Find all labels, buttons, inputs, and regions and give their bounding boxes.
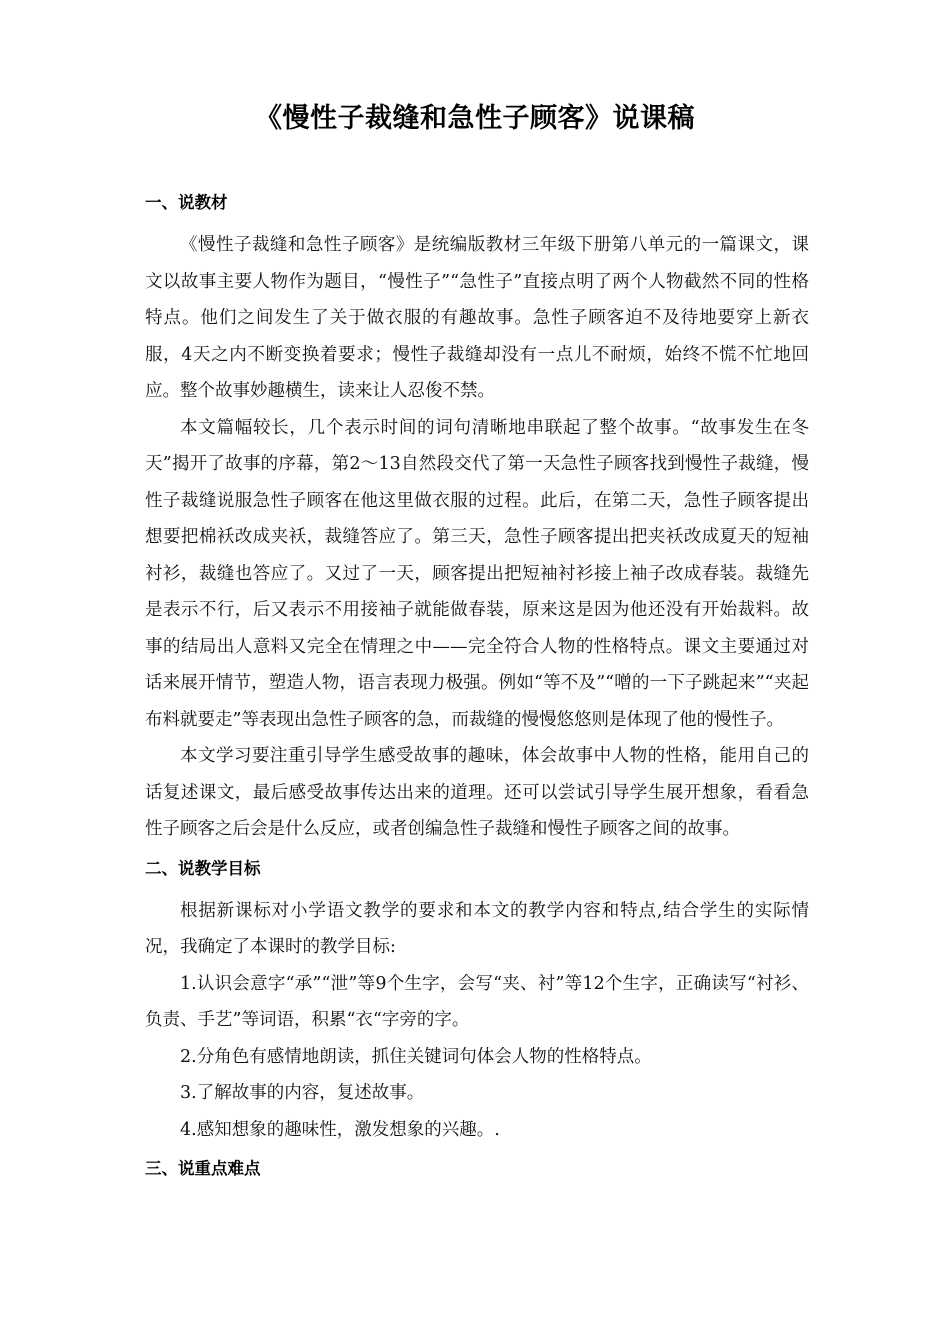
- paragraph-story-structure: 本文篇幅较长，几个表示时间的词句清晰地串联起了整个故事。“故事发生在冬天”揭开了故事的序幕，第2～13自然段交代了第一天急性子顾客找到慢性子裁缝，慢性子裁缝说服急性子顾客在他这里做衣服的过程。此后，在第二天，急性子顾客提出想要把棉袄改成夹袄，裁缝答应了。第三天，急性子顾客提出把夹袄改成夏天的短袖衬衫，裁缝也答应了。又过了一天，顾客提出把短袖衬衫接上袖子改成春装。裁缝先是表示不行，后又表示不用接袖子就能做春装，原来这是因为他还没有开始裁料。故事的结局出人意料又完全在情理之中——完全符合人物的性格特点。课文主要通过对话来展开情节，塑造人物，语言表现力极强。例如“等不及”“噌的一下子跳起来”“夹起布料就要走”等表现出急性子顾客的急，而裁缝的慢慢悠悠则是体现了他的慢性子。: [145, 417, 809, 730]
- section-heading-key-points: 三、说重点难点: [145, 1159, 261, 1178]
- paragraph-textbook-overview: 《慢性子裁缝和急性子顾客》是统编版教材三年级下册第八单元的一篇课文，课文以故事主要人物作为题目，“慢性子”“急性子”直接点明了两个人物截然不同的性格特点。他们之间发生了关于做衣服的有趣故事。急性子顾客迫不及待地要穿上新衣服，4天之内不断变换着要求；慢性子裁缝却没有一点儿不耐烦，始终不慌不忙地回应。整个故事妙趣横生，读来让人忍俊不禁。: [145, 235, 809, 401]
- section-heading-teaching-goals: 二、说教学目标: [145, 858, 261, 878]
- document-title: 《慢性子裁缝和急性子顾客》说课稿: [255, 103, 695, 134]
- paragraph-goals-intro: 根据新课标对小学语文教学的要求和本文的教学内容和特点,结合学生的实际情况，我确定了本课时的教学目标:: [145, 900, 809, 957]
- section-heading-textbook: 一、说教材: [145, 193, 228, 212]
- goal-item-2: 2.分角色有感情地朗读，抓住关键词句体会人物的性格特点。: [180, 1046, 652, 1067]
- section-textbook: [145, 192, 809, 848]
- document-body: [145, 192, 809, 1180]
- section-teaching-goals: [145, 858, 809, 1149]
- paragraph-learning-focus: 本文学习要注重引导学生感受故事的趣味，体会故事中人物的性格，能用自己的话复述课文，最后感受故事传达出来的道理。还可以尝试引导学生展开想象，看看急性子顾客之后会是什么反应，或者创编急性子裁缝和慢性子顾客之间的故事。: [145, 746, 809, 839]
- goal-item-3: 3.了解故事的内容，复述故事。: [180, 1083, 425, 1103]
- section-key-points: [145, 1158, 809, 1180]
- goal-item-4: 4.感知想象的趣味性，激发想象的兴趣。.: [180, 1119, 500, 1140]
- goal-item-1: 1.认识会意字“承”“泄”等9个生字，会写“夹、衬”等12个生字，正确读写“衬衫、负责、手艺”等词语，积累“衣“字旁的字。: [145, 973, 809, 1030]
